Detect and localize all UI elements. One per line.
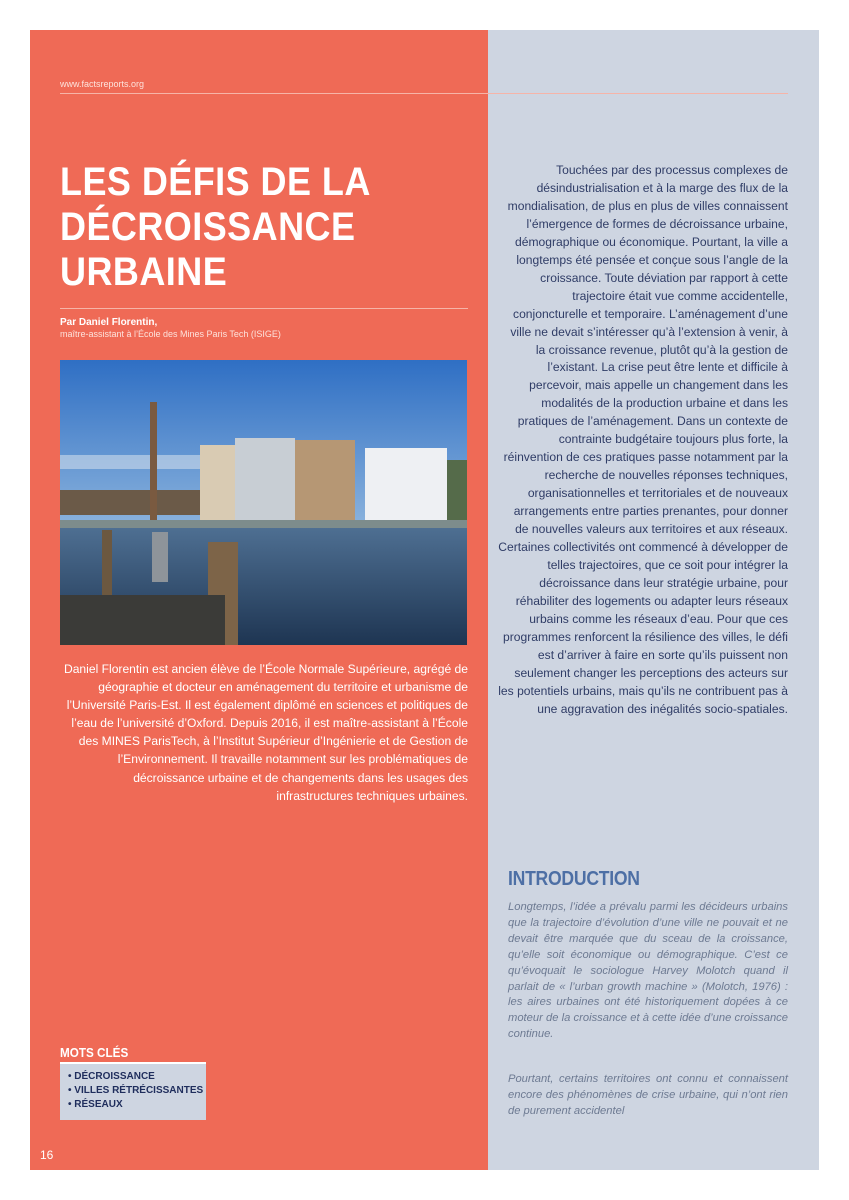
header-rule	[60, 93, 788, 94]
body-paragraph-1: Longtemps, l’idée a prévalu parmi les décideurs urbains que la trajectoire d’évolution d’une ville ne pouvait et ne devait être marquée que du sceau de la croissance, qu’elle soit économique ou démographique. C’est ce qu’évoquait le sociologue Harvey Molotch quand il parlait de « l’urban growth machine » (Molotch, 1976) : les aires urbaines ont été historiquement dopées à ce moteur de la croissance et à cette idée d’une croissance continue.	[508, 901, 788, 1041]
keywords-box	[60, 1062, 206, 1120]
site-url[interactable]: www.factsreports.org	[60, 79, 145, 89]
author-role: maître-assistant à l’École des Mines Paris Tech (ISIGE)	[60, 329, 281, 339]
article-title: LES DÉFIS DE LA DÉCROISSANCE URBAINE	[60, 160, 370, 294]
author-bio: Daniel Florentin est ancien élève de l’École Normale Supérieure, agrégé de géographie et docteur en aménagement du territoire et urbanisme de l’Université Paris-Est. Il est également diplômé en sciences et politiques de l’eau de l’université d’Oxford. Depuis 2016, il est maître-assistant à l’École des MINES ParisTech, à l’Institut Supérieur d’Ingénierie et de Gestion de l’Environnement. Il travaille notamment sur les problématiques de décroissance urbaine et de changements dans les usages des infrastructures techniques urbaines.	[63, 662, 468, 803]
intro-paragraph: Touchées par des processus complexes de désindustrialisation et à la marge des flux de la mondialisation, de plus en plus de villes connaissent l’émergence de formes de décroissance urbaine, démographique ou économique. Pourtant, la ville a longtemps été pensée et conçue sous l’angle de la croissance. Toute déviation par rapport à cette trajectoire était vue comme accidentelle, conjoncturelle et temporaire. L’aménagement d’une ville ne devait s’intéresser qu’à l’extension à venir, à la croissance revenue, plutôt qu’à la gestion de l’existant. La crise peut être lente et difficile à percevoir, mais appelle un changement dans les modalités de la production urbaine et dans les pratiques de l’aménagement. Dans un contexte de contrainte budgétaire toujours plus forte, la réinvention de ces pratiques passe notamment par la recherche de nouvelles réponses techniques, organisationnelles et territoriales et de nouveaux arrangements entre parties prenantes, pour donner de nouvelles valeurs aux territoires et aux réseaux. Certaines collectivités ont commencé à développer de telles trajectoires, que ce soit pour intégrer la décroissance dans leur stratégie urbaine, pour réhabiliter des logements ou adapter leurs réseaux urbains comme les réseaux d’eau. Pour que ces programmes renforcent la résilience des villes, le défi est d’arriver à faire en sorte qu’ils puissent non seulement changer les perceptions des acteurs sur les potentiels urbains, mais qu’ils ne contribuent pas à une aggravation des inégalités socio-spatiales.	[498, 163, 788, 716]
section-heading-introduction: INTRODUCTION	[508, 868, 640, 890]
keyword-item: • VILLES RÉTRÉCISSANTES	[68, 1085, 204, 1096]
body-paragraph-2: Pourtant, certains territoires ont connu et connaissent encore des phénomènes de crise urbaine, qui n’ont rien de purement accidentel	[508, 1073, 788, 1117]
article-photo	[60, 360, 467, 645]
keyword-item: • RÉSEAUX	[68, 1099, 123, 1110]
keywords-title: MOTS CLÉS	[60, 1045, 129, 1060]
author-name: Par Daniel Florentin,	[60, 317, 158, 328]
title-rule	[60, 308, 468, 309]
keyword-item: • DÉCROISSANCE	[68, 1071, 155, 1082]
page-number: 16	[40, 1148, 54, 1162]
